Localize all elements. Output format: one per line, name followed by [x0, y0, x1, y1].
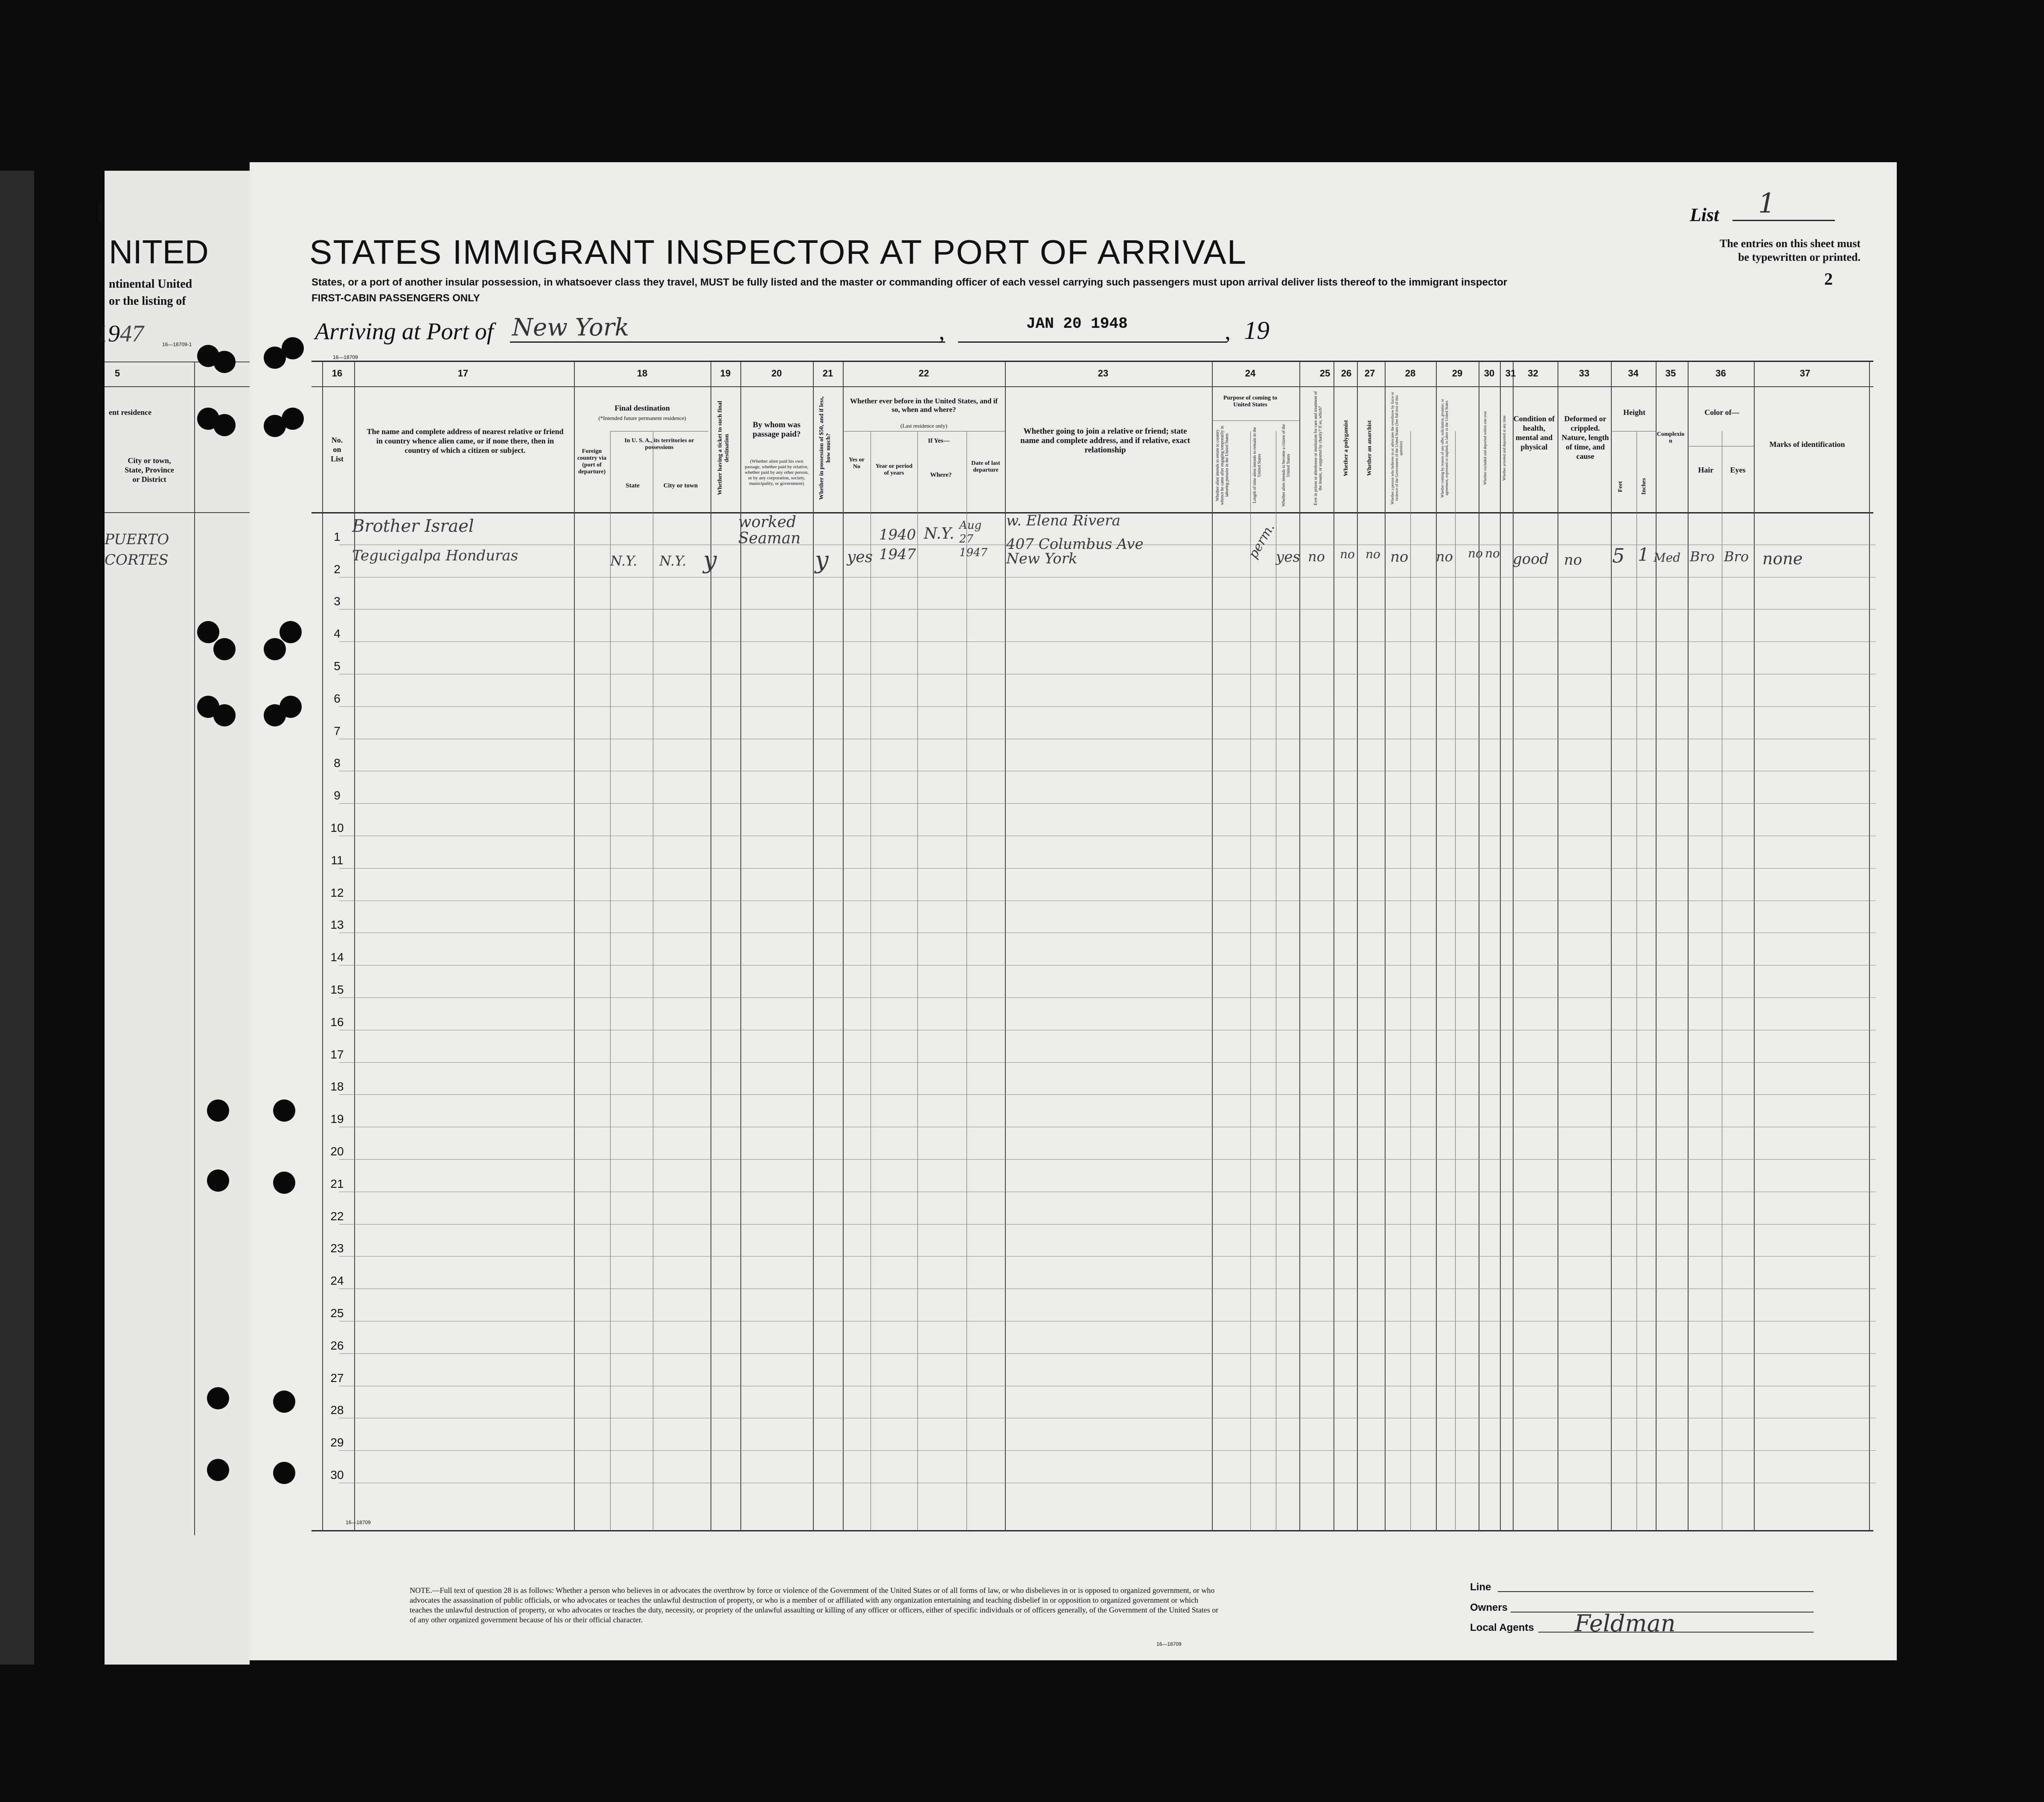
row-number: 7 — [334, 724, 341, 738]
row-number: 8 — [334, 756, 341, 770]
agents-label: Local Agents — [1470, 1622, 1534, 1633]
col18-note: (*Intended future permanent residence) — [598, 415, 686, 421]
subcolumn-rule — [1636, 431, 1637, 1531]
col-num-25: 25 — [1319, 368, 1331, 379]
entry-relative-address: Tegucigalpa Honduras — [352, 547, 518, 564]
col18-foreign: Foreign country via (port of departure) — [577, 448, 607, 475]
col35-header: Complexion — [1657, 431, 1685, 444]
col-num-30: 30 — [1484, 368, 1495, 379]
col33-header: Deformed or crippled. Nature, length of time, and cause — [1561, 414, 1609, 461]
col30-header: Whether excluded and deported within one year — [1483, 411, 1487, 485]
row-number: 5 — [334, 659, 341, 673]
left-year — [96, 320, 144, 347]
col16-header: No. on List — [330, 436, 344, 463]
entry-before: yes — [847, 548, 873, 566]
row-number: 12 — [330, 886, 344, 899]
page-subtitle: States, or a port of another insular possession, in whatsoever class they travel, MUST be fully listed and the master or commanding officer of each vessel carrying such passengers must upon arrival deliver lists thereof to the immigrant inspector — [312, 277, 1508, 288]
column-rule — [1754, 362, 1755, 1531]
col22-note: (Last residence only) — [900, 423, 947, 429]
col-num-27: 27 — [1364, 368, 1375, 379]
column-rule — [710, 362, 711, 1531]
subcolumn-rule — [1250, 431, 1251, 1531]
col29-header: Whether coming by reason of any offer, solicitation, promise, or agreement, expressed or implied, to labor in the United States — [1440, 399, 1449, 498]
row-number: 26 — [330, 1338, 344, 1352]
col-num-34: 34 — [1628, 368, 1639, 379]
col-num-22: 22 — [918, 368, 929, 379]
col-num-23: 23 — [1098, 368, 1109, 379]
col-num-35: 35 — [1665, 368, 1676, 379]
row-number: 21 — [330, 1177, 344, 1190]
entry-passage: worked Seaman — [738, 513, 801, 547]
row-number: 1 — [334, 530, 341, 543]
entry-last-departure: Aug 27 1947 — [959, 519, 988, 559]
arriving-label: Arriving at Port of — [315, 318, 494, 345]
col34-inches: Inches — [1641, 478, 1647, 495]
row-number: 18 — [330, 1080, 344, 1093]
left-form-code: 16—18709-1 — [162, 341, 192, 347]
row-rule — [339, 1256, 1875, 1257]
date-stamp: JAN 20 1948 — [1026, 315, 1128, 332]
punch-hole — [197, 621, 219, 643]
punch-hole — [273, 1462, 295, 1484]
punch-hole — [280, 621, 302, 643]
entry-eyes: Bro — [1724, 548, 1749, 565]
col22-yesno: Yes or No — [849, 457, 865, 470]
subheader-rule — [843, 431, 1005, 432]
col18-state: State — [626, 482, 640, 489]
punch-hole — [273, 1099, 295, 1122]
entry-q28: no — [1390, 548, 1409, 566]
column-rule — [354, 362, 355, 1531]
agents-signature: Feldman — [1575, 1610, 1676, 1637]
left-rule-header — [105, 512, 250, 513]
column-rule — [843, 362, 844, 1531]
entry-where: N.Y. — [924, 525, 955, 542]
col-num-33: 33 — [1579, 368, 1590, 379]
row-rule — [339, 868, 1875, 869]
list-value: 1 — [1758, 188, 1776, 219]
port-underline — [510, 341, 945, 343]
entry-money: y — [815, 546, 829, 574]
col20-header: By whom was passage paid? — [752, 420, 801, 439]
subheader-rule — [1611, 431, 1656, 432]
row-number: 19 — [330, 1112, 344, 1126]
owners-label: Owners — [1470, 1602, 1508, 1613]
column-rule — [1656, 362, 1657, 1531]
col36-header: Color of— — [1704, 408, 1739, 417]
col-num-24: 24 — [1245, 368, 1256, 379]
column-rule — [1513, 362, 1514, 1531]
punch-hole — [264, 347, 286, 369]
left-text-line-1: ntinental United — [109, 277, 192, 291]
row-number: 24 — [330, 1274, 344, 1288]
row-rule — [339, 1224, 1875, 1225]
col24b-header: Length of time alien intends to remain in the United States — [1252, 427, 1262, 504]
punch-hole — [207, 1099, 229, 1122]
list-label: List — [1690, 204, 1719, 225]
form-code: 16—18709 — [333, 354, 358, 360]
row-number: 27 — [330, 1371, 344, 1385]
left-city-head: City or town, State, Province or District — [125, 456, 174, 484]
row-rule — [339, 641, 1875, 642]
col-num-26: 26 — [1341, 368, 1352, 379]
col22-date: Date of last departure — [971, 460, 1000, 473]
col-num-32: 32 — [1528, 368, 1538, 379]
entry-q25: no — [1308, 548, 1325, 565]
row-number: 15 — [330, 983, 344, 996]
punch-hole — [207, 1169, 229, 1192]
entry-state: N.Y. — [610, 553, 638, 569]
subheader-rule — [1212, 420, 1299, 421]
column-rule — [1385, 362, 1386, 1531]
column-rule — [574, 362, 575, 1531]
left-vrule — [194, 362, 195, 1535]
col25-header: Ever in prison or almshouse or institution for care and treatment of the insane, or supported by charity? If so, which? — [1313, 391, 1323, 505]
entry-q29: no — [1436, 548, 1453, 565]
entry-health: good — [1513, 551, 1549, 568]
col24a-header: Whether alien intends to return to country whence he came after engaging temporarily in laboring pursuits in the United States — [1215, 426, 1229, 505]
entry-q31: no — [1485, 546, 1500, 560]
punch-hole — [273, 1391, 295, 1413]
page-subtitle-2: FIRST-CABIN PASSENGERS ONLY — [312, 292, 480, 304]
left-title-fragment: NITED — [109, 233, 209, 271]
entry-q30: no — [1468, 546, 1483, 560]
entry-joining: w. Elena Rivera — [1006, 512, 1121, 529]
film-edge — [0, 171, 34, 1665]
col34-feet: Feet — [1617, 481, 1624, 492]
colnum-rule — [312, 386, 1873, 387]
subheader-rule — [610, 431, 708, 432]
col-num-17: 17 — [457, 368, 469, 379]
col21-header: Whether in possession of $50, and if less, how much? — [818, 396, 832, 500]
col28-header: Whether a person who believes in or advocates the overthrow by force or violence of the Government of the United States (See full text of this question) — [1390, 392, 1403, 504]
col-num-16: 16 — [332, 368, 343, 379]
row-number: 29 — [330, 1436, 344, 1449]
list-underline — [1732, 220, 1835, 221]
col31-header: Whether arrested and deported at any time — [1502, 415, 1506, 481]
entry-city: N.Y. — [659, 553, 687, 569]
col36-hair: Hair — [1698, 466, 1714, 474]
punch-hole — [264, 638, 286, 660]
col22-header: Whether ever before in the United States, and if so, when and where? — [850, 397, 998, 414]
row-rule — [339, 1062, 1875, 1063]
col-num-20: 20 — [771, 368, 782, 379]
subcolumn-rule — [1410, 431, 1411, 1531]
page-title: STATES IMMIGRANT INSPECTOR AT PORT OF ARRIVAL — [309, 233, 1247, 271]
entry-relative: Brother Israel — [352, 516, 474, 536]
footer-note: NOTE.—Full text of question 28 is as follows: Whether a person who believes in or advocates the overthrow by force or violence of the Government of the United States or of all forms of law, or who disbelieves in or is opposed to organized government, or who advocates the assassination of public officials, or who advocates or teaches the unlawful destruction of property, or who is a member of or affiliated with any organization entertaining and teaching disbelief in or opposition to organized government or which teaches the unlawful destruction of property, or who advocates or teaches the duty, necessity, or propriety of the unlawful assaulting or killing of any officer or officers, either of specific individuals or of officers generally, of the Government of the United States or of any other organized government because of his or their official character. — [410, 1586, 1219, 1624]
row-number: 20 — [330, 1145, 344, 1158]
col22-ifyes: If Yes— — [928, 437, 950, 444]
row-number: 4 — [334, 627, 341, 641]
entry-complexion: Med — [1654, 551, 1681, 565]
row-number: 30 — [330, 1468, 344, 1481]
left-residence-hand: PUERTO CORTES — [105, 531, 169, 569]
left-year-print: 19 — [96, 321, 120, 347]
date-underline — [958, 341, 1227, 343]
left-fragment-letter: I — [96, 195, 105, 228]
table-top-rule — [312, 361, 1873, 362]
entry-joining-address: 407 Columbus Ave New York — [1006, 536, 1144, 567]
col37-header: Marks of identification — [1769, 440, 1845, 449]
comma: , — [1225, 318, 1231, 345]
row-number: 28 — [330, 1403, 344, 1417]
row-number: 25 — [330, 1306, 344, 1320]
col26-header: Whether a polygamist — [1343, 420, 1349, 476]
page-number: 2 — [1824, 269, 1833, 289]
subcolumn-rule — [610, 431, 611, 1531]
column-rule — [813, 362, 814, 1531]
row-number: 13 — [330, 918, 344, 932]
col-num-31: 31 — [1505, 368, 1516, 379]
row-rule — [339, 1159, 1875, 1160]
entry-q26: no — [1340, 547, 1355, 561]
table-bottom-rule — [312, 1530, 1873, 1531]
punch-hole — [213, 414, 236, 436]
column-rule — [1500, 362, 1501, 1531]
entries-note: The entries on this sheet must be typewritten or printed. — [1719, 237, 1861, 263]
year-prefix: 19 — [1244, 316, 1269, 344]
row-rule — [339, 1094, 1875, 1095]
column-rule — [1869, 362, 1870, 1531]
col-num-18: 18 — [637, 368, 648, 379]
entry-feet: 5 — [1612, 544, 1625, 567]
col-num-21: 21 — [822, 368, 833, 379]
port-value: New York — [512, 314, 629, 341]
left-year-hand: 47 — [120, 321, 144, 347]
row-number: 17 — [330, 1047, 344, 1061]
col-num-19: 19 — [720, 368, 731, 379]
column-rule — [322, 362, 323, 1531]
entry-citizen: yes — [1276, 548, 1300, 566]
left-col-head: ent residence — [109, 408, 152, 417]
col22-year: Year or period of years — [875, 463, 913, 476]
entry-marks: none — [1762, 549, 1803, 568]
col20-note: (Whether alien paid his own passage, whether paid by relative, whether paid by any other person, or by any corporation, society, municipality, or government) — [745, 459, 809, 486]
subcolumn-rule — [1455, 431, 1456, 1531]
punch-hole — [213, 351, 236, 373]
row-number: 3 — [334, 595, 341, 608]
row-rule — [339, 997, 1875, 998]
subcolumn-rule — [917, 431, 918, 1531]
form-code-bottom: 16—18709 — [346, 1519, 371, 1525]
left-text-line-2: or the listing of — [109, 295, 186, 308]
punch-hole — [264, 704, 286, 726]
row-number: 14 — [330, 951, 344, 964]
left-page-fragment — [105, 171, 250, 1665]
row-number: 16 — [330, 1015, 344, 1029]
row-number: 9 — [334, 789, 341, 802]
col22-where: Where? — [930, 472, 952, 478]
column-rule — [1688, 362, 1689, 1531]
column-rule — [1436, 362, 1437, 1531]
line-label: Line — [1470, 1581, 1491, 1593]
row-rule — [339, 706, 1875, 707]
entry-q27: no — [1366, 547, 1380, 561]
row-number: 6 — [334, 691, 341, 705]
row-rule — [339, 1450, 1875, 1451]
row-rule — [339, 1353, 1875, 1354]
column-rule — [1005, 362, 1006, 1531]
punch-hole — [213, 704, 236, 726]
col-num-28: 28 — [1405, 368, 1416, 379]
col23-header: Whether going to join a relative or friend; state name and complete address, and if relative, exact relationship — [1020, 427, 1190, 455]
column-rule — [1299, 362, 1300, 1531]
col-num-37: 37 — [1799, 368, 1811, 379]
punch-hole — [207, 1459, 229, 1481]
footer-note-code: 16—18709 — [1156, 1641, 1182, 1647]
left-col-number: 5 — [114, 368, 120, 379]
column-rule — [1357, 362, 1358, 1531]
row-number: 22 — [330, 1209, 344, 1223]
punch-hole — [273, 1172, 295, 1194]
col18-header: Final destination — [614, 404, 670, 412]
entry-years: 1940 1947 — [879, 526, 916, 563]
row-number: 2 — [334, 562, 341, 576]
row-number: 11 — [331, 853, 344, 867]
entry-purpose: perm. — [1246, 521, 1278, 561]
punch-hole — [264, 415, 286, 437]
entry-inches: 1 — [1638, 544, 1649, 565]
left-rule-mid — [105, 386, 250, 387]
col27-header: Whether an anarchist — [1366, 420, 1373, 476]
col19-header: Whether having a ticket to such final destination — [717, 401, 730, 496]
row-rule — [339, 803, 1875, 804]
col36-eyes: Eyes — [1730, 466, 1746, 474]
col-num-29: 29 — [1452, 368, 1463, 379]
comma: , — [939, 318, 945, 345]
entry-deformed: no — [1564, 551, 1582, 569]
col34-header: Height — [1623, 408, 1645, 417]
col32-header: Condition of health, mental and physical — [1513, 414, 1555, 451]
punch-hole — [213, 638, 236, 660]
col18-usa: In U. S. A., its territories or possessions — [624, 437, 694, 451]
row-number: 10 — [330, 821, 344, 834]
col-num-36: 36 — [1715, 368, 1726, 379]
column-rule — [1611, 362, 1612, 1531]
col24-header: Purpose of coming to United States — [1223, 395, 1278, 408]
col17-header: The name and complete address of nearest relative or friend in country whence alien came, or if none there, then in country of which a citizen or subject. — [367, 427, 564, 455]
column-rule — [1212, 362, 1213, 1531]
row-number: 23 — [330, 1242, 344, 1255]
col18-city: City or town — [663, 482, 698, 489]
line-underline — [1498, 1591, 1814, 1592]
entry-ticket: y — [703, 546, 717, 574]
entry-hair: Bro — [1690, 548, 1715, 565]
col24c-header: Whether alien intends to become a citizen of the United States — [1281, 424, 1291, 507]
punch-hole — [207, 1387, 229, 1409]
